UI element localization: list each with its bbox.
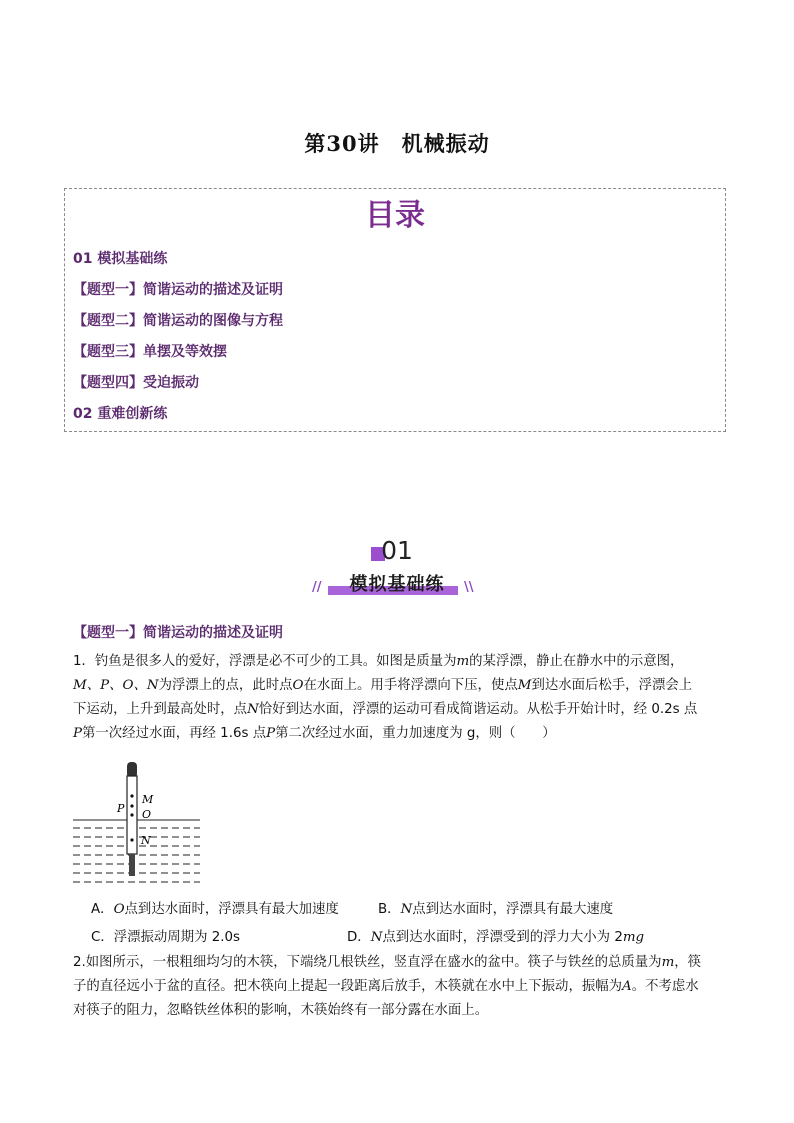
label-o: O	[142, 808, 152, 821]
q1-line-3: 下运动，上升到最高处时，点N恰好到达水面，浮漂的运动可看成简谐运动。从松手开始计时，经 0.2s 点	[73, 702, 698, 717]
q2-line-2: 子的直径远小于盆的直径。把木筷向上提起一段距离后放手，木筷就在水中上下振动，振幅为A。不考虑水	[73, 979, 699, 994]
toc-item-type-3[interactable]: 【题型三】单摆及等效摆	[73, 344, 227, 360]
float-figure	[70, 758, 210, 888]
q1-line-2: M、P、O、N为浮漂上的点，此时点O在水面上。用手将浮漂向下压，使点M到达水面后松手，浮漂会上	[73, 678, 693, 693]
q2-line-3: 对筷子的阻力，忽略铁丝体积的影响，木筷始终有一部分露在水面上。	[73, 1003, 489, 1018]
question-type-heading: 【题型一】简谐运动的描述及证明	[73, 625, 283, 641]
document-title: 第30讲 机械振动	[304, 131, 490, 156]
banner-right-slash-icon: \\	[464, 580, 474, 595]
q1-line-4: P第一次经过水面，再经 1.6s 点P第二次经过水面，重力加速度为 g，则（ ）	[73, 726, 556, 741]
banner-left-slash-icon: //	[312, 580, 322, 595]
q1-option-a[interactable]: A．O点到达水面时，浮漂具有最大加速度	[91, 902, 339, 917]
q2-paragraph	[73, 951, 723, 1023]
q1-option-c[interactable]: C．浮漂振动周期为 2.0s	[91, 930, 241, 945]
q1-option-d[interactable]: D．N点到达水面时，浮漂受到的浮力大小为 2mg	[347, 930, 645, 945]
q1-option-b[interactable]: B．N点到达水面时，浮漂具有最大速度	[378, 902, 614, 917]
q1-paragraph	[73, 650, 723, 746]
label-n: N	[141, 834, 151, 847]
toc-item-basic-practice[interactable]: 01 模拟基础练	[73, 251, 168, 267]
toc-item-type-1[interactable]: 【题型一】简谐运动的描述及证明	[73, 282, 283, 298]
toc-item-advanced-practice[interactable]: 02 重难创新练	[73, 406, 168, 422]
toc-heading: 目录	[365, 198, 425, 233]
float-stem	[129, 854, 135, 876]
section-number: 01	[381, 536, 413, 565]
q2-line-1: 2.如图所示，一根粗细均匀的木筷，下端绕几根铁丝，竖直浮在盛水的盆中。筷子与铁丝的总质量为m，筷	[73, 955, 702, 970]
section-banner-title: 模拟基础练	[349, 574, 445, 595]
toc-item-type-4[interactable]: 【题型四】受迫振动	[73, 375, 199, 391]
label-p: P	[117, 802, 125, 815]
label-m: M	[142, 793, 154, 806]
toc-item-type-2[interactable]: 【题型二】简谐运动的图像与方程	[73, 313, 283, 329]
q1-line-1: 1．钓鱼是很多人的爱好，浮漂是必不可少的工具。如图是质量为m的某浮漂，静止在静水中的示意图，	[73, 654, 684, 669]
